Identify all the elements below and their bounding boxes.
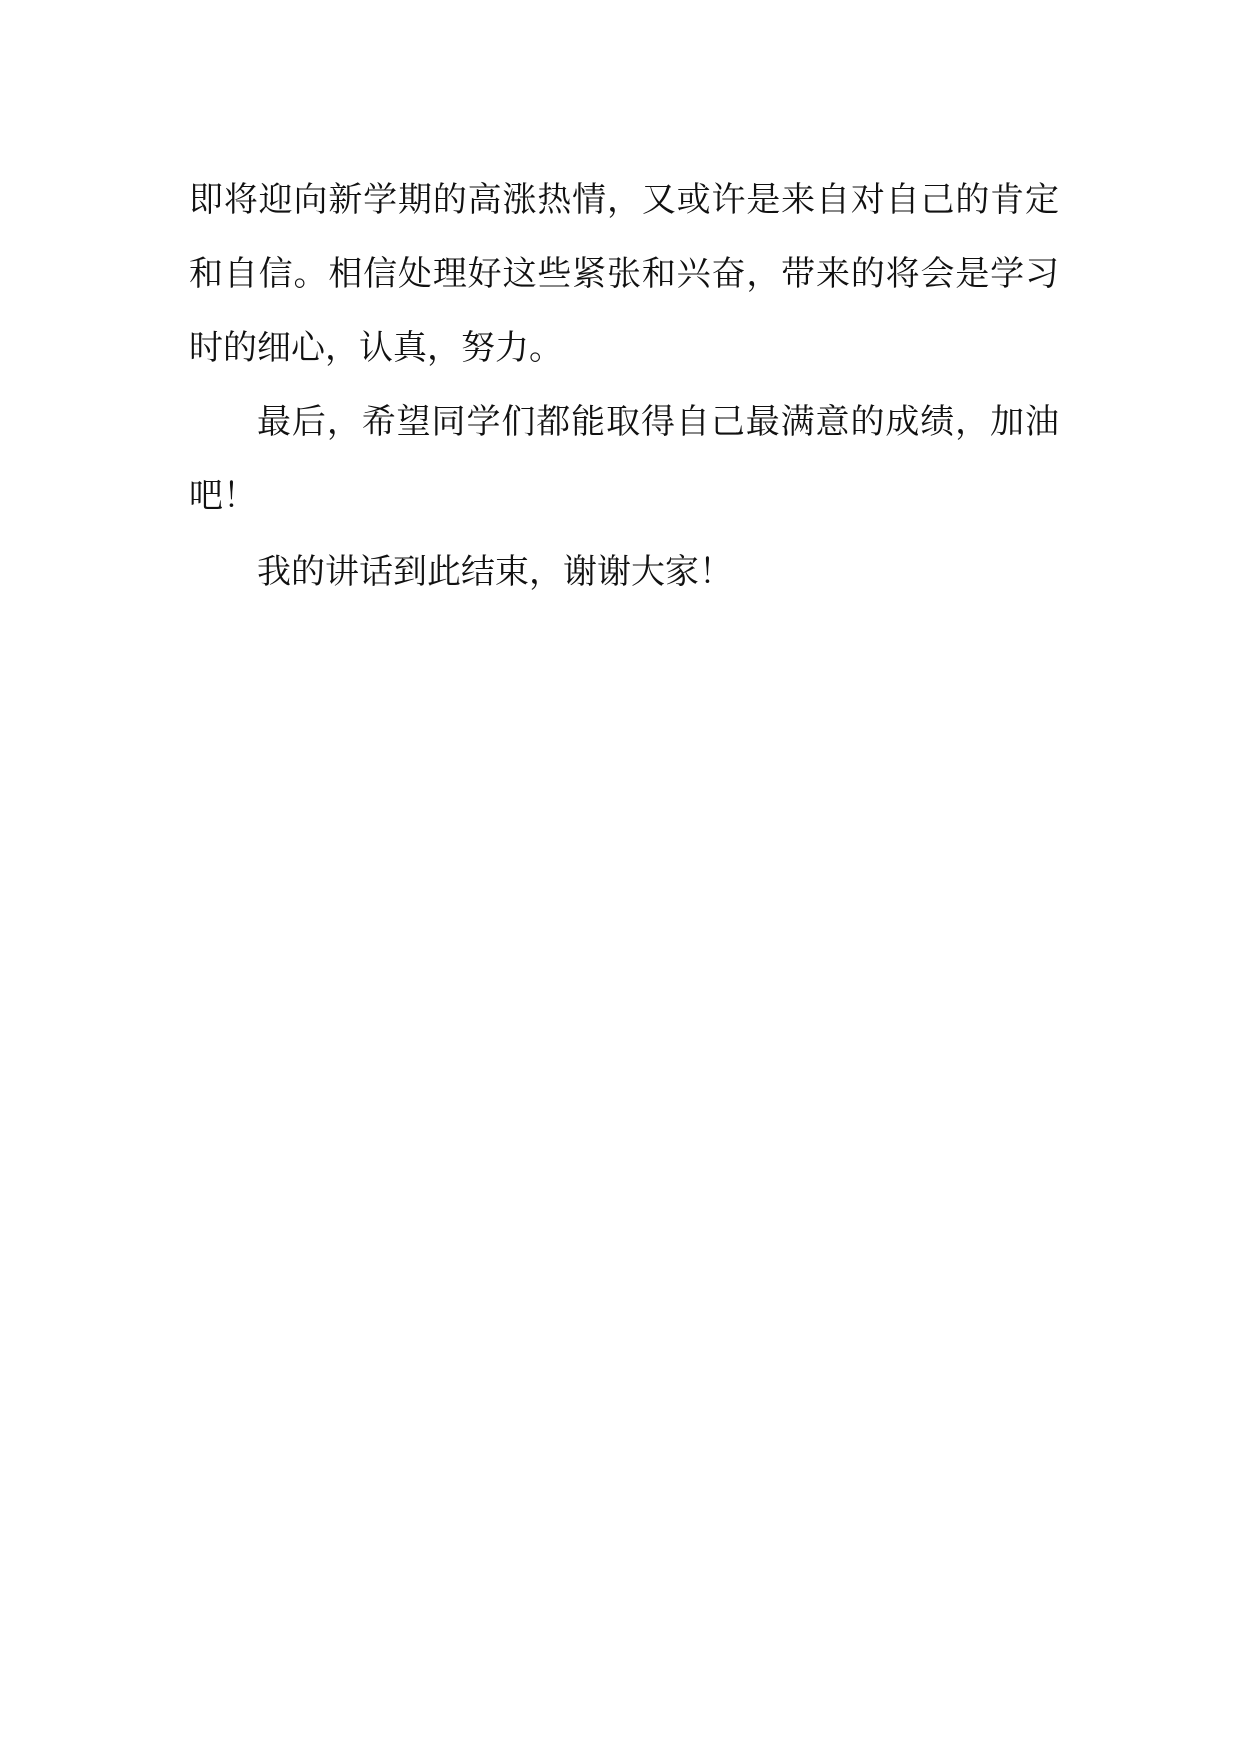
paragraph-1-line-3: 时的细心，认真，努力。	[189, 328, 563, 368]
paragraph-1-line-2: 和自信。相信处理好这些紧张和兴奋，带来的将会是学习	[189, 254, 1059, 294]
paragraph-2-line-1: 最后，希望同学们都能取得自己最满意的成绩，加油	[257, 402, 1059, 442]
paragraph-2-line-2: 吧！	[189, 476, 257, 516]
paragraph-1-line-1: 即将迎向新学期的高涨热情，又或许是来自对自己的肯定	[189, 180, 1059, 220]
paragraph-3-line-1: 我的讲话到此结束，谢谢大家！	[257, 552, 733, 592]
